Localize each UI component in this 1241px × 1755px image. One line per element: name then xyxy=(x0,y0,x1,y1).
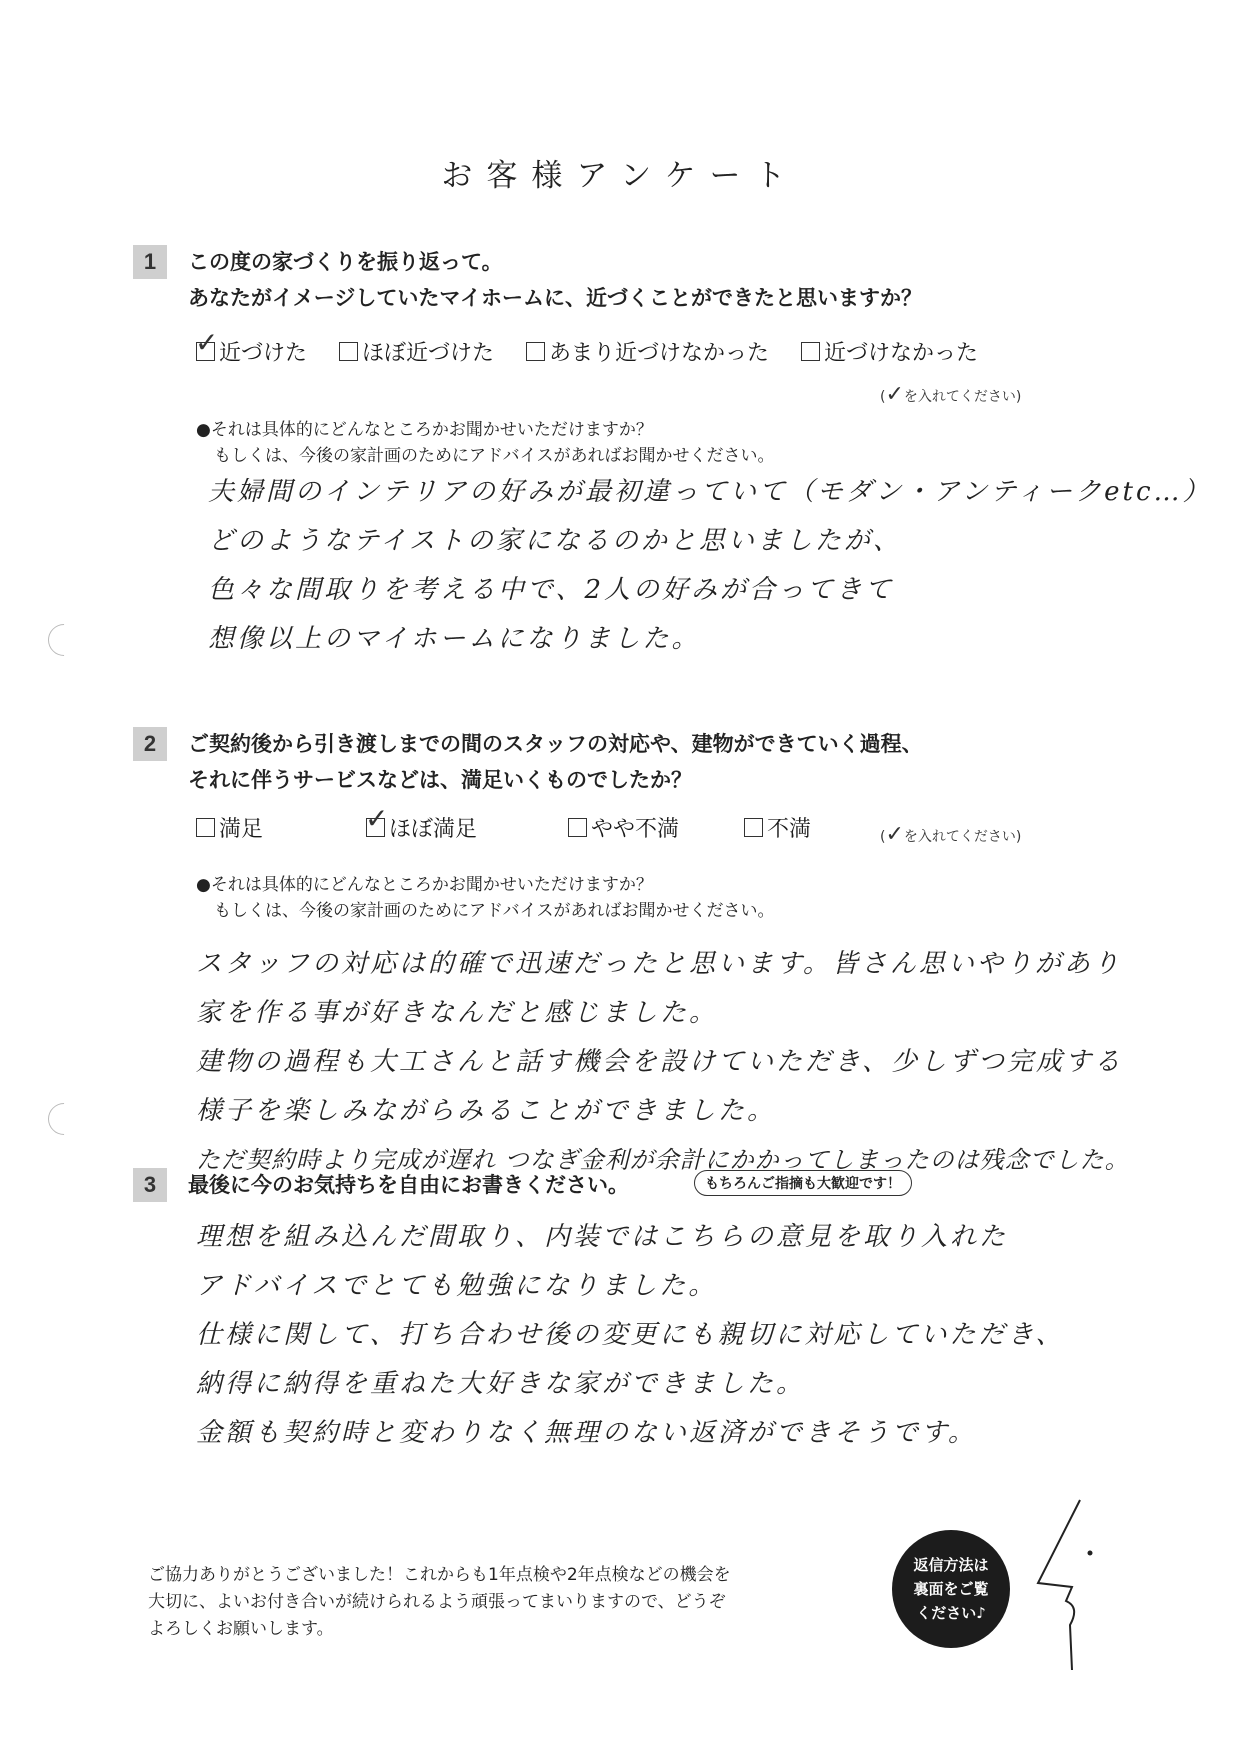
reply-method-bubble xyxy=(892,1530,1010,1648)
question-1-options xyxy=(195,326,1004,367)
question-2-line-1: ご契約後から引き渡しまでの間のスタッフの対応や、建物ができていく過程、 xyxy=(188,732,923,756)
q1-check-note: (✓を入れてください) xyxy=(880,382,1022,407)
q1-answer-line: 想像以上のマイホームになりました。 xyxy=(208,624,701,654)
question-2-number: 2 xyxy=(133,727,167,761)
q2-answer-line: 建物の過程も大工さんと話す機会を設けていただき、少しずつ完成する xyxy=(196,1047,1123,1077)
closing-line: よろしくお願いします。 xyxy=(148,1619,334,1639)
q1-option-2[interactable] xyxy=(339,336,494,367)
q2-answer-line: 家を作る事が好きなんだと感じました。 xyxy=(196,998,719,1028)
profile-line-art-icon xyxy=(1020,1495,1110,1675)
question-1-line-1: この度の家づくりを振り返って。 xyxy=(188,250,503,274)
q1-followup-line-2: もしくは、今後の家計画のためにアドバイスがあればお聞かせください。 xyxy=(214,446,775,466)
q1-answer xyxy=(208,468,1212,664)
q2-answer-line: スタッフの対応は的確で迅速だったと思います。皆さん思いやりがあり xyxy=(196,949,1122,979)
bubble-line: 返信方法は xyxy=(913,1556,989,1574)
q1-followup xyxy=(196,417,775,469)
q2-option-1[interactable] xyxy=(196,812,340,843)
check-mark-icon: ✓ xyxy=(885,822,904,847)
q2-answer xyxy=(196,940,1130,1185)
checkbox[interactable] xyxy=(744,818,763,837)
q1-followup-line-1: ●それは具体的にどんなところかお聞かせいただけますか？ xyxy=(196,420,653,440)
punch-hole xyxy=(41,1096,86,1141)
q3-welcome-pill: もちろんご指摘も大歓迎です！ xyxy=(694,1170,912,1196)
q1-check-note-text: を入れてください) xyxy=(903,389,1022,405)
check-mark-icon: ✓ xyxy=(365,802,389,835)
question-3-number: 3 xyxy=(133,1168,167,1202)
bubble-line: ください♪ xyxy=(916,1604,986,1622)
question-1-text xyxy=(188,244,922,316)
page-title: お客様アンケート xyxy=(441,158,800,194)
checkbox[interactable] xyxy=(526,342,545,361)
check-mark-icon: ✓ xyxy=(885,382,904,407)
check-mark-icon: ✓ xyxy=(195,326,219,359)
bubble-line: 裏面をご覧 xyxy=(913,1580,989,1598)
q3-answer-line: 理想を組み込んだ間取り、内装ではこちらの意見を取り入れた xyxy=(196,1222,1009,1252)
q1-answer-line: どのようなテイストの家になるのかと思いましたが、 xyxy=(208,526,902,556)
q1-option-2-label: ほぼ近づけた xyxy=(362,341,495,366)
q2-option-2-label: ほぼ満足 xyxy=(389,817,478,842)
q2-option-3[interactable] xyxy=(568,812,718,843)
q2-option-1-label: 満足 xyxy=(219,817,264,842)
punch-hole xyxy=(41,617,86,662)
closing-line: 大切に、よいお付き合いが続けられるよう頑張ってまいりますので、どうぞ xyxy=(148,1592,726,1612)
q1-option-1[interactable] xyxy=(195,326,308,367)
q1-option-3-label: あまり近づけなかった xyxy=(549,341,770,366)
q1-answer-line: 夫婦間のインテリアの好みが最初違っていて（モダン・アンティークetc…） xyxy=(208,477,1212,507)
closing-line: ご協力ありがとうございました！これからも1年点検や2年点検などの機会を xyxy=(148,1565,731,1585)
question-3-text: 最後に今のお気持ちを自由にお書きください。 xyxy=(188,1173,629,1197)
q2-followup-line-1: ●それは具体的にどんなところかお聞かせいただけますか？ xyxy=(196,875,653,895)
q2-option-4[interactable] xyxy=(744,812,811,843)
q2-check-note-text: を入れてください) xyxy=(903,829,1022,845)
q1-option-3[interactable] xyxy=(526,336,769,367)
q1-answer-line: 色々な間取りを考える中で、2人の好みが合ってきて xyxy=(208,575,895,605)
q2-option-4-label: 不満 xyxy=(767,817,812,842)
q1-option-1-label: 近づけた xyxy=(219,341,308,366)
checkbox[interactable] xyxy=(339,342,358,361)
question-2-text xyxy=(188,726,923,798)
q2-option-2[interactable] xyxy=(365,802,542,843)
q2-option-3-label: やや不満 xyxy=(591,817,680,842)
q2-check-note: (✓を入れてください) xyxy=(880,822,1022,847)
checkbox[interactable] xyxy=(801,342,820,361)
q2-answer-line: ただ契約時より完成が遅れ つなぎ金利が余計にかかってしまったのは残念でした。 xyxy=(196,1146,1130,1174)
q3-answer xyxy=(196,1213,1064,1458)
question-2-options xyxy=(196,802,837,843)
q2-answer-line: 様子を楽しみながらみることができました。 xyxy=(196,1096,777,1126)
q3-answer-line: 納得に納得を重ねた大好きな家ができました。 xyxy=(196,1369,806,1399)
checkbox-checked[interactable] xyxy=(195,326,219,361)
q2-followup-line-2: もしくは、今後の家計画のためにアドバイスがあればお聞かせください。 xyxy=(214,901,775,921)
checkbox[interactable] xyxy=(196,818,215,837)
question-2-line-2: それに伴うサービスなどは、満足いくものでしたか？ xyxy=(188,768,692,792)
q3-answer-line: 仕様に関して、打ち合わせ後の変更にも親切に対応していただき、 xyxy=(196,1320,1065,1350)
q3-answer-line: アドバイスでとても勉強になりました。 xyxy=(196,1271,718,1301)
checkbox[interactable] xyxy=(568,818,587,837)
q1-option-4-label: 近づけなかった xyxy=(824,341,979,366)
question-1-line-2: あなたがイメージしていたマイホームに、近づくことができたと思いますか？ xyxy=(188,286,922,310)
q2-followup xyxy=(196,872,775,924)
checkbox-checked[interactable] xyxy=(365,802,389,837)
closing-message xyxy=(148,1562,731,1643)
q1-option-4[interactable] xyxy=(801,336,978,367)
question-1-number: 1 xyxy=(133,245,167,279)
q3-answer-line: 金額も契約時と変わりなく無理のない返済ができそうです。 xyxy=(196,1418,977,1448)
